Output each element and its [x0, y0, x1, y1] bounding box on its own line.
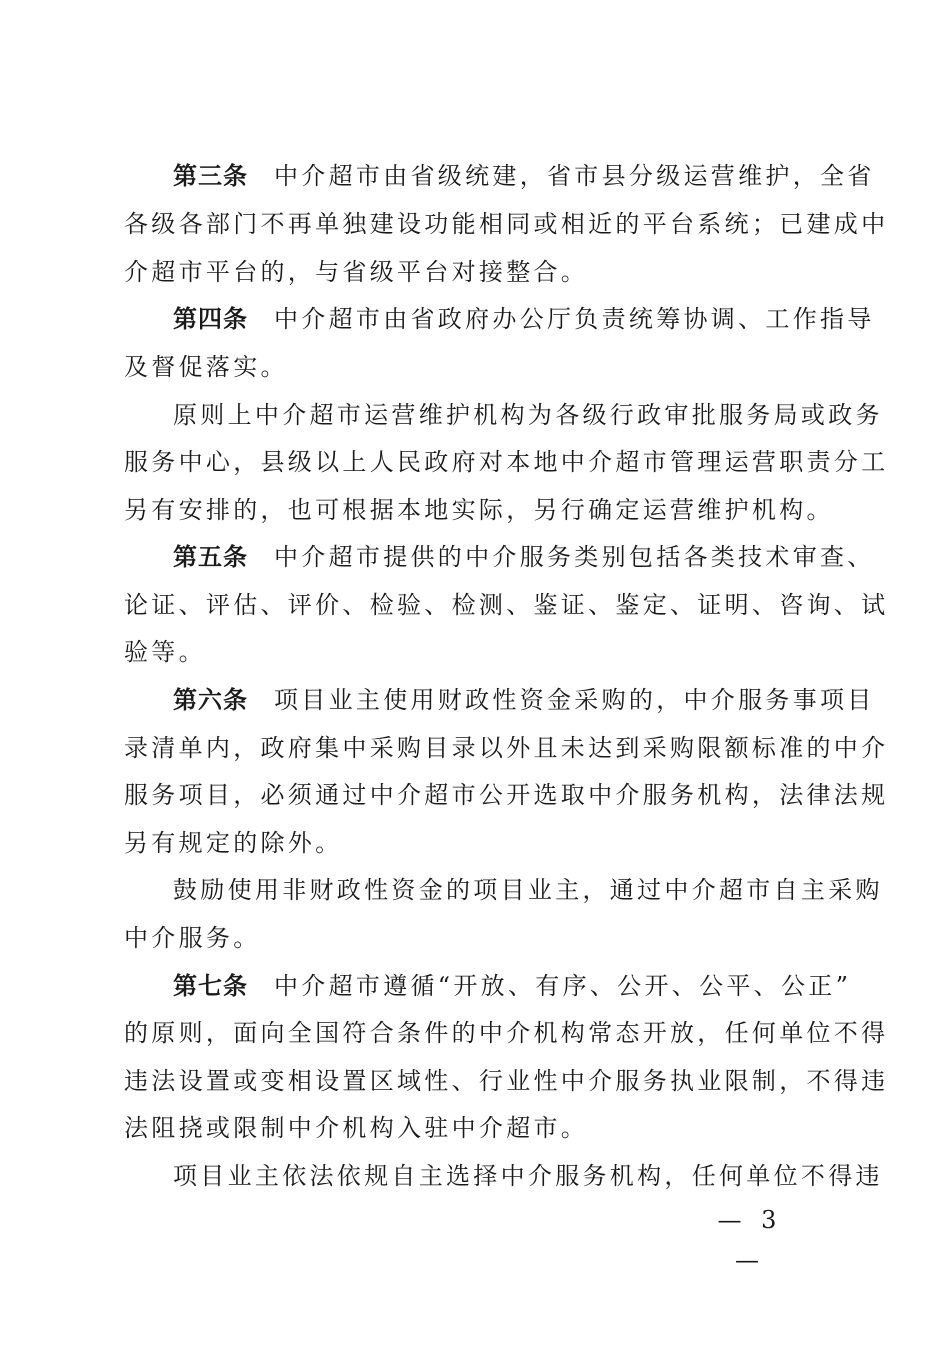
article-4-text-1: 中介超市由省政府办公厅负责统筹协调、工作指导 [274, 305, 875, 333]
article-5-line-2: 论证、评估、评价、检验、检测、鉴证、鉴定、证明、咨询、试 [124, 591, 889, 619]
article-4-para2-line-3: 另有安排的，也可根据本地实际，另行确定运营维护机构。 [124, 496, 834, 524]
article-3-text-1: 中介超市由省级统建，省市县分级运营维护，全省 [274, 162, 875, 190]
article-7-line-3: 违法设置或变相设置区域性、行业性中介服务执业限制，不得违 [124, 1067, 889, 1095]
article-3-label: 第三条 [173, 162, 248, 190]
article-5-line-1 [173, 533, 875, 581]
article-7-text-1: 中介超市遵循“开放、有序、公开、公平、公正” [274, 972, 852, 1000]
article-6-line-4: 另有规定的除外。 [124, 829, 343, 857]
article-4-para2-line-2: 服务中心，县级以上人民政府对本地中介超市管理运营职责分工 [124, 448, 889, 476]
article-3-line-1 [173, 152, 875, 200]
article-4-para2-line-1: 原则上中介超市运营维护机构为各级行政审批服务局或政务 [173, 401, 883, 429]
article-6-para2-line-2: 中介服务。 [124, 924, 261, 952]
article-7-line-4: 法阻挠或限制中介机构入驻中介超市。 [124, 1114, 589, 1142]
article-6-line-2: 录清单内，政府集中采购目录以外且未达到采购限额标准的中介 [124, 734, 889, 762]
page-number: — 3 — [717, 1206, 783, 1274]
article-4-label: 第四条 [173, 305, 248, 333]
article-4-line-1 [173, 295, 875, 343]
article-6-line-3: 服务项目，必须通过中介超市公开选取中介服务机构，法律法规 [124, 781, 889, 809]
article-7-para2-line-1: 项目业主依法依规自主选择中介服务机构，任何单位不得违 [173, 1162, 883, 1190]
article-7-label: 第七条 [173, 972, 248, 1000]
article-5-line-3: 验等。 [124, 638, 206, 666]
article-5-text-1: 中介超市提供的中介服务类别包括各类技术审查、 [274, 543, 875, 571]
article-6-line-1 [173, 676, 875, 724]
article-7-line-2: 的原则，面向全国符合条件的中介机构常态开放，任何单位不得 [124, 1019, 889, 1047]
article-6-label: 第六条 [173, 686, 248, 714]
article-5-label: 第五条 [173, 543, 248, 571]
article-3-line-2: 各级各部门不再单独建设功能相同或相近的平台系统；已建成中 [124, 210, 889, 238]
article-6-text-1: 项目业主使用财政性资金采购的，中介服务事项目 [274, 686, 875, 714]
article-4-line-2: 及督促落实。 [124, 353, 288, 381]
article-7-line-1 [173, 962, 852, 1010]
article-6-para2-line-1: 鼓励使用非财政性资金的项目业主，通过中介超市自主采购 [173, 876, 883, 904]
article-3-line-3: 介超市平台的，与省级平台对接整合。 [124, 258, 589, 286]
